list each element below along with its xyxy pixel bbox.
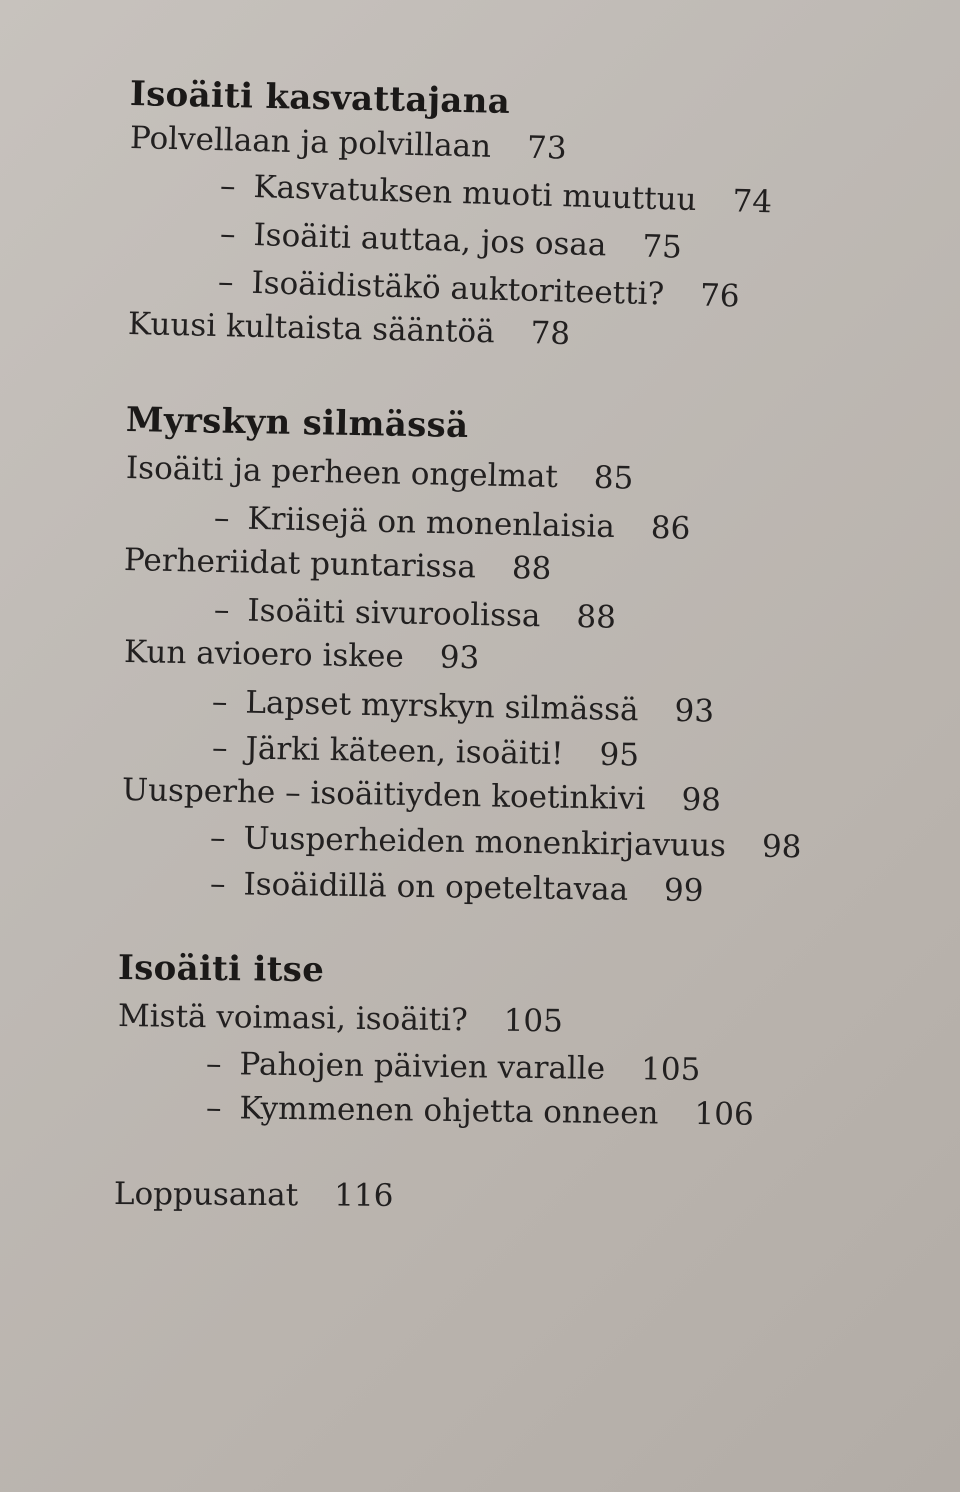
dash-marker: –: [209, 820, 226, 857]
entry-title: Lapset myrskyn silmässä: [245, 684, 639, 729]
page-number: 106: [694, 1095, 754, 1133]
section-heading: Myrskyn silmässä: [125, 400, 469, 446]
page-number: 98: [681, 781, 722, 819]
page-number: 105: [640, 1051, 701, 1089]
toc-subentry: [212, 730, 640, 773]
entry-title: Isoäiti ja perheen ongelmat: [125, 450, 559, 496]
toc-subentry: [219, 168, 772, 220]
page-number: 95: [599, 736, 640, 774]
page-number: 105: [503, 1002, 564, 1040]
toc-subentry: [214, 592, 617, 636]
toc-entry: [126, 450, 634, 497]
page-number: 99: [663, 872, 704, 909]
toc-subentry: [206, 1090, 754, 1133]
page-number: 93: [439, 639, 480, 677]
dash-marker: –: [219, 168, 237, 205]
toc-subentry: [210, 866, 704, 909]
entry-title: Perheriidat puntarissa: [123, 542, 477, 586]
page-number: 76: [699, 277, 741, 315]
toc-entry: [118, 998, 563, 1039]
page-number: 78: [530, 315, 571, 353]
page-number: 74: [731, 183, 773, 221]
toc-closing-entry: [114, 1176, 394, 1214]
dash-marker: –: [213, 592, 230, 629]
page-number: 88: [576, 598, 617, 636]
section-heading: Isoäiti kasvattajana: [129, 74, 511, 122]
dash-marker: –: [209, 866, 226, 903]
entry-title: Kymmenen ohjetta onneen: [239, 1090, 659, 1132]
entry-title: Isoäidistäkö auktoriteetti?: [250, 264, 665, 313]
page-number: 93: [674, 692, 715, 730]
toc-entry: [128, 306, 571, 352]
entry-title: Uusperhe – isoäitiyden koetinkivi: [121, 772, 646, 818]
dash-marker: –: [205, 1090, 222, 1127]
toc-entry: [124, 634, 480, 676]
page-number: 116: [334, 1177, 394, 1214]
page-number: 98: [761, 828, 802, 866]
entry-title: Polvellaan ja polvillaan: [129, 120, 492, 165]
page-number: 85: [593, 459, 634, 497]
dash-marker: –: [213, 500, 230, 537]
page-number: 86: [650, 509, 691, 547]
toc-subentry: [214, 500, 691, 547]
entry-title: Kun avioero iskee: [123, 634, 405, 675]
section-heading: Isoäiti itse: [117, 948, 325, 991]
entry-title: Uusperheiden monenkirjavuus: [243, 820, 727, 865]
entry-title: Kuusi kultaista sääntöä: [127, 306, 496, 351]
toc-subentry: [219, 216, 682, 266]
dash-marker: –: [211, 684, 228, 721]
entry-title: Kasvatuksen muoti muuttuu: [252, 169, 698, 219]
page-number: 88: [511, 550, 552, 587]
toc-subentry: [217, 264, 740, 315]
entry-title: Mistä voimasi, isoäiti?: [117, 998, 468, 1039]
entry-title: Isoäidillä on opeteltavaa: [243, 866, 629, 908]
page-number: 73: [526, 129, 567, 167]
dash-marker: –: [217, 264, 234, 301]
page-number: 75: [641, 228, 683, 266]
toc-subentry: [206, 1046, 701, 1088]
entry-title: Pahojen päivien varalle: [239, 1046, 606, 1087]
dash-marker: –: [205, 1046, 222, 1083]
toc-entry: [130, 120, 567, 167]
dash-marker: –: [211, 730, 228, 767]
entry-title: Isoäiti auttaa, jos osaa: [252, 217, 607, 264]
entry-title: Kriisejä on monenlaisia: [247, 500, 616, 546]
entry-title: Järki käteen, isoäiti!: [245, 730, 564, 773]
toc-subentry: [210, 820, 802, 865]
toc-entry: [124, 542, 552, 587]
dash-marker: –: [219, 216, 237, 253]
entry-title: Loppusanat: [113, 1176, 299, 1214]
toc-entry: [122, 772, 722, 818]
toc-subentry: [212, 684, 715, 730]
entry-title: Isoäiti sivuroolissa: [247, 592, 541, 635]
